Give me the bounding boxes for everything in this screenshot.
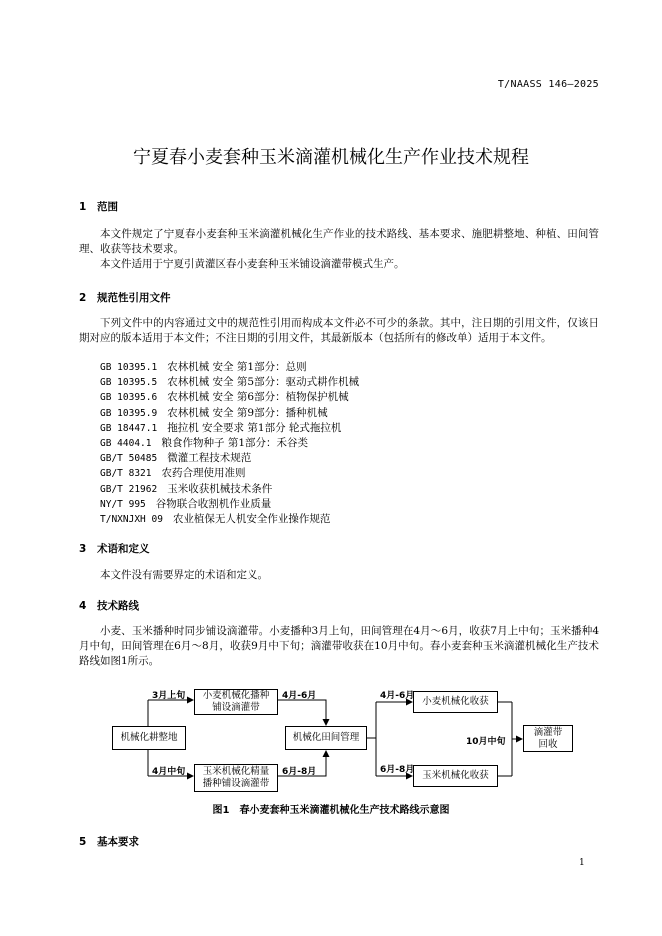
section-title: 规范性引用文件: [97, 292, 171, 304]
reference-name: 微灌工程技术规范: [167, 452, 252, 465]
corn-management-time-label: 6月-8月: [282, 767, 317, 777]
wheat-sowing-box: 小麦机械化播种铺设滴灌带: [194, 689, 278, 715]
terms-text: 本文件没有需要界定的术语和定义。: [100, 569, 268, 581]
page-number: 1: [579, 858, 585, 868]
reference-name: 粮食作物种子 第1部分：禾谷类: [161, 437, 309, 450]
corn-sowing-time-label: 4月中旬: [152, 767, 186, 777]
reference-code: GB 10395.5: [100, 377, 158, 389]
reference-name: 拖拉机 安全要求 第1部分 轮式拖拉机: [167, 421, 342, 434]
corn-sowing-box: 玉米机械化精量播种铺设滴灌带: [194, 764, 278, 792]
section-number: 5: [79, 836, 87, 848]
reference-code: GB 10395.1: [100, 362, 158, 373]
reference-name: 农林机械 安全 第5部分：驱动式耕作机械: [167, 376, 360, 389]
reference-name: 农业植保无人机安全作业操作规范: [172, 513, 331, 526]
section-number: 2: [79, 292, 87, 304]
scope-paragraph-2: 本文件适用于宁夏引黄灌区春小麦套种玉米铺设滴灌带模式生产。: [100, 258, 405, 270]
reference-name: 农药合理使用准则: [161, 467, 246, 480]
reference-name: 农林机械 安全 第1部分：总则: [167, 361, 307, 373]
reference-code: NY/T 995: [100, 498, 146, 510]
document-title: 宁夏春小麦套种玉米滴灌机械化生产作业技术规程: [133, 147, 529, 168]
reference-code: GB 4404.1: [100, 438, 152, 450]
reference-code: GB/T 50485: [100, 453, 158, 465]
reference-code: GB 18447.1: [100, 422, 158, 434]
tillage-box: 机械化耕整地: [112, 726, 186, 750]
field-management-box: 机械化田间管理: [285, 726, 367, 750]
figure-caption: 图1 春小麦套种玉米滴灌机械化生产技术路线示意图: [212, 805, 450, 816]
reference-code: GB/T 21962: [100, 483, 158, 495]
wheat-harvest-box: 小麦机械化收获: [413, 691, 498, 713]
section-number: 3: [79, 543, 87, 555]
normative-intro-text: 下列文件中的内容通过文中的规范性引用而构成本文件必不可少的条款。其中，注日期的引用文件，仅该日期对应的版本适用于本文件；不注日期的引用文件，其最新版本（包括所有的修改单）适用于本文件。: [79, 317, 599, 344]
reference-code: GB/T 8321: [100, 468, 152, 480]
reference-name: 农林机械 安全 第6部分：植物保护机械: [167, 391, 349, 404]
reference-code: GB 10395.9: [100, 407, 158, 419]
section-title: 技术路线: [97, 600, 139, 612]
corn-harvest-time-label: 6月-8月: [380, 765, 415, 775]
wheat-management-time-label: 4月-6月: [282, 691, 317, 701]
section-title: 范围: [97, 201, 118, 213]
reference-code: GB 10395.6: [100, 392, 158, 404]
recovery-time-label: 10月中旬: [466, 737, 506, 747]
section-title: 基本要求: [97, 836, 139, 848]
wheat-harvest-time-label: 4月-6月: [380, 691, 415, 701]
reference-name: 谷物联合收割机作业质量: [155, 497, 272, 510]
standard-code: T/NAASS 146—2025: [497, 79, 599, 90]
scope-paragraph-1: 本文件规定了宁夏春小麦套种玉米滴灌机械化生产作业的技术路线、基本要求、施肥耕整地、种植、田间管理、收获等技术要求。: [79, 228, 599, 255]
arrow-wheat-to-mgmt: [278, 700, 326, 725]
reference-code: T/NXNJXH 09: [100, 514, 163, 526]
route-text: 小麦、玉米播种时同步铺设滴灌带。小麦播种3月上旬，田间管理在4月～6月，收获7月上中旬；玉米播种4月中旬，田间管理在6月～8月，收获9月中下旬；滴灌带收获在10月中旬。春小麦套种玉米滴灌机械化生产技术路线如图1所示。: [79, 625, 599, 667]
corn-harvest-box: 玉米机械化收获: [413, 765, 498, 787]
section-5-heading: [79, 834, 139, 849]
reference-name: 农林机械 安全 第9部分：播种机械: [167, 406, 328, 419]
drip-tape-recovery-box: 滴灌带回收: [523, 725, 573, 752]
section-number: 1: [79, 201, 87, 213]
section-title: 术语和定义: [97, 543, 150, 555]
reference-name: 玉米收获机械技术条件: [167, 482, 273, 495]
wheat-sowing-time-label: 3月上旬: [152, 691, 186, 701]
section-number: 4: [79, 600, 87, 612]
